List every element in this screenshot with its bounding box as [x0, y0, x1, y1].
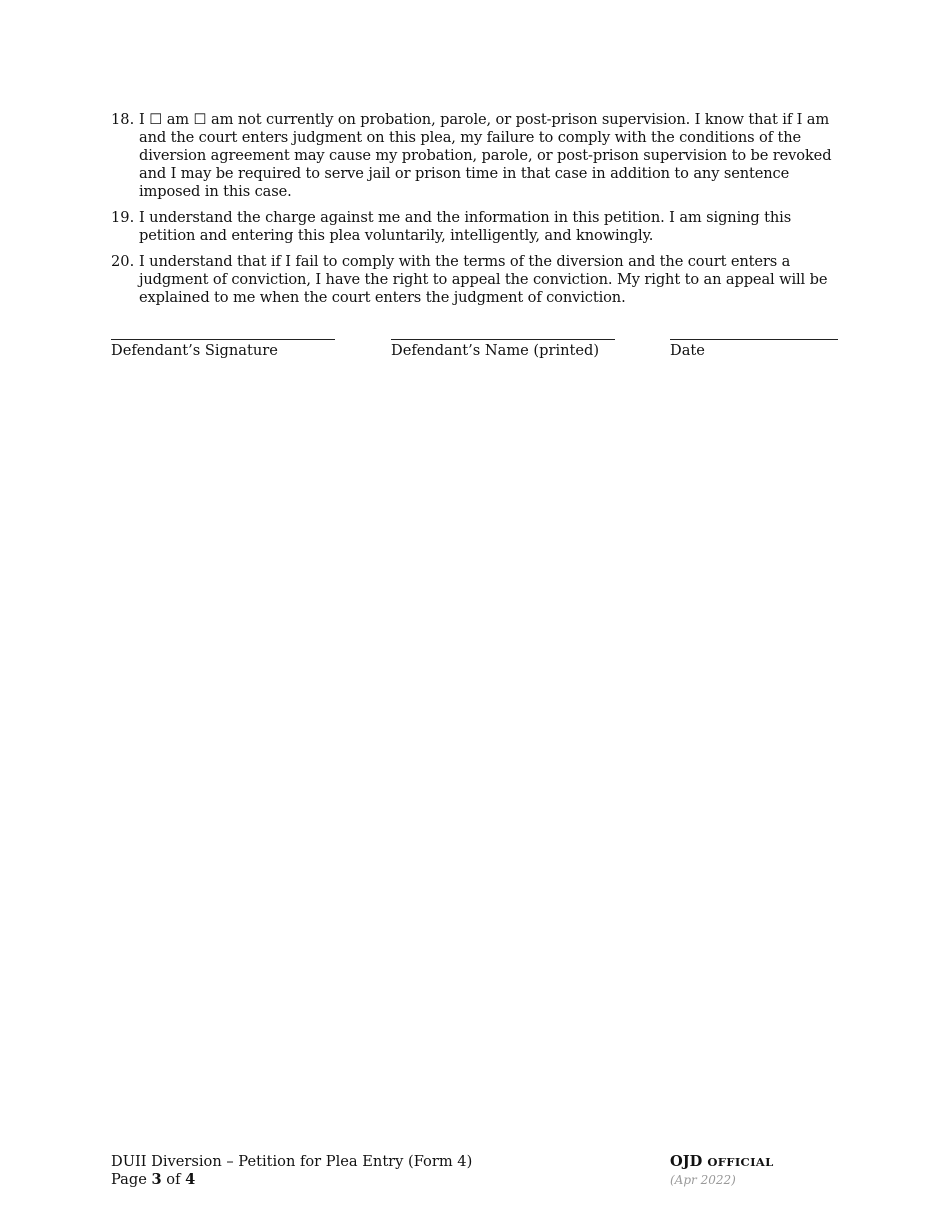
printed-name-label: Defendant’s Name (printed): [391, 342, 600, 359]
page-number: [111, 1171, 472, 1189]
item-text: [139, 111, 839, 201]
item-number: 19.: [111, 209, 135, 226]
ojd-prefix: OJD: [670, 1153, 703, 1170]
form-title: DUII Diversion – Petition for Plea Entry (Form 4): [111, 1153, 473, 1170]
printed-name-line[interactable]: [391, 339, 615, 340]
am-checkbox[interactable]: ☐: [149, 111, 163, 128]
list-item-19: [111, 209, 839, 245]
item-number: 20.: [111, 253, 135, 270]
item-text: I understand that if I fail to comply with the terms of the diversion and the court enters a judgment of conviction, I have the right to appeal the conviction. My right to an appeal will be explained to me when the court enters the judgment of conviction.: [139, 253, 828, 306]
ojd-suffix: OFFICIAL: [707, 1155, 774, 1169]
date-block: [670, 339, 838, 360]
footer-left: [111, 1153, 472, 1189]
date-label: Date: [670, 342, 705, 359]
page-word: Page: [111, 1171, 147, 1188]
item-rest-text: am not currently on probation, parole, or post-prison supervision. I know that if I am and the court enters judgment on this plea, my failure to comply with the conditions of the diversion agreement may cause my probation, parole, or post-prison supervision to be revoked and I may be required to serve jail or prison time in that case in addition to any sentence imposed in this case.: [139, 111, 832, 200]
am-option-label: am: [166, 111, 189, 128]
page-total: 4: [185, 1171, 196, 1188]
date-line[interactable]: [670, 339, 838, 340]
signature-row: [111, 339, 839, 379]
ojd-official-mark: [670, 1153, 774, 1171]
list-item-20: [111, 253, 839, 307]
page-of: of: [166, 1171, 181, 1188]
am-not-checkbox[interactable]: ☐: [193, 111, 207, 128]
page-current: 3: [151, 1171, 162, 1188]
item-number: 18.: [111, 111, 135, 128]
footer-right: [670, 1153, 774, 1189]
printed-name-block: [391, 339, 615, 360]
signature-label: Defendant’s Signature: [111, 342, 278, 359]
revision-date: (Apr 2022): [670, 1173, 736, 1187]
item-text: I understand the charge against me and the information in this petition. I am signing this petition and entering this plea voluntarily, intelligently, and knowingly.: [139, 209, 792, 244]
signature-line[interactable]: [111, 339, 335, 340]
list-item-18: [111, 111, 839, 201]
numbered-list: [111, 111, 839, 315]
signature-block: [111, 339, 335, 360]
item-lead: I: [139, 111, 145, 128]
